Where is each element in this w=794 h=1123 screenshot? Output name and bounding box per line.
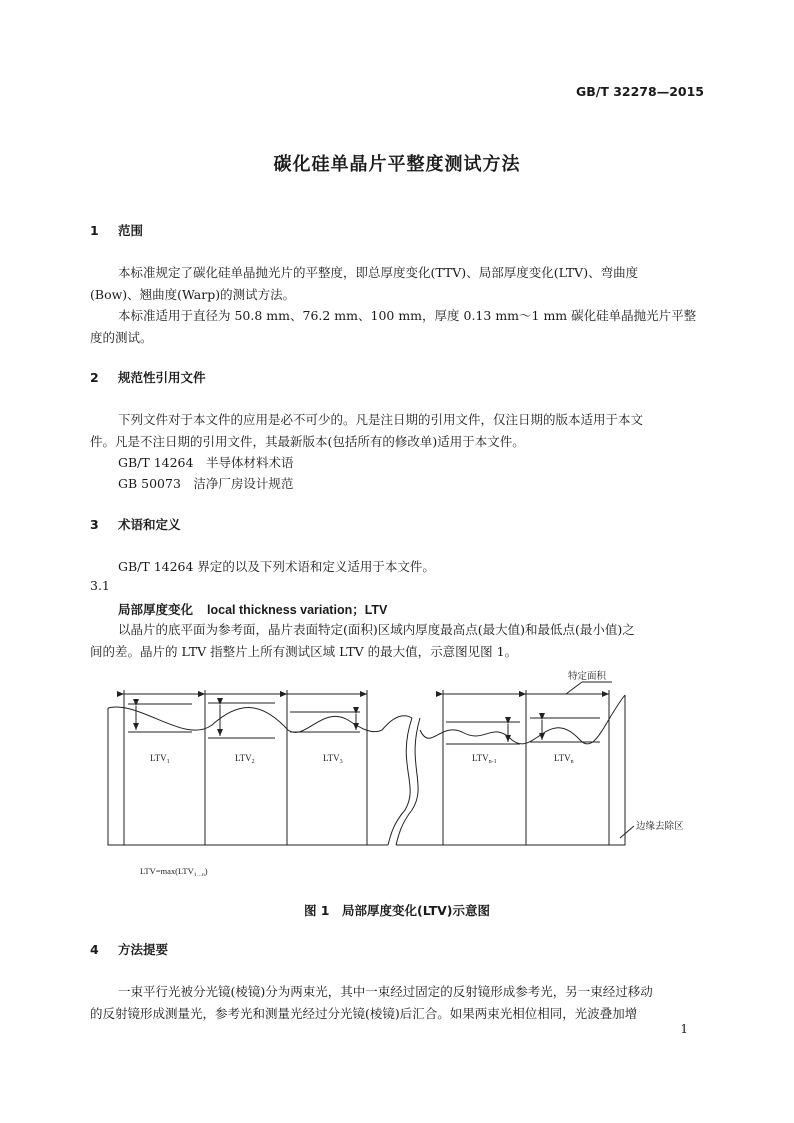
break-edge-left: [388, 718, 412, 845]
section-1-heading: [90, 221, 143, 239]
break-edge-right: [396, 718, 420, 845]
ltv-label: $LTV_n$: [554, 753, 574, 765]
term-name-en: local thickness variation；LTV: [207, 603, 388, 617]
section-number: 3: [90, 517, 99, 532]
section-3-heading: [90, 515, 181, 533]
section-title: 术语和定义: [118, 517, 181, 532]
paragraph-line: 一束平行光被分光镜(棱镜)分为两束光，其中一束经过固定的反射镜形成参考光，另一束经过移动: [118, 984, 653, 999]
ltv-label: $LTV_{n-1}$: [472, 753, 497, 765]
section-number: 1: [90, 223, 99, 238]
paragraph-line: 度的测试。: [90, 330, 153, 345]
section-number: 4: [90, 942, 99, 957]
leader-edge-exclusion: [620, 826, 634, 838]
paragraph-line: GB/T 14264 界定的以及下列术语和定义适用于本文件。: [118, 559, 435, 574]
term-definition-line: 以晶片的底平面为参考面，晶片表面特定(面积)区域内厚度最高点(最大值)和最低点(最小值)之: [118, 622, 635, 637]
section-title: 规范性引用文件: [118, 370, 206, 385]
section-title: 方法提要: [118, 942, 169, 957]
edge-exclusion-label: 边缘去除区: [636, 821, 684, 832]
ltv-label: $LTV_2$: [235, 753, 255, 765]
wafer-left-surface: [108, 707, 412, 732]
standard-number: GB/T 32278—2015: [575, 84, 704, 99]
paragraph-line: 件。凡是不注日期的引用文件，其最新版本(包括所有的修改单)适用于本文件。: [90, 434, 525, 449]
document-title: 碳化硅单晶片平整度测试方法: [273, 154, 521, 175]
ltv-figure: [0, 660, 794, 890]
term-name-cn: 局部厚度变化: [118, 602, 194, 617]
section-number: 2: [90, 370, 99, 385]
term-name: [118, 600, 387, 618]
paragraph-line: (Bow)、翘曲度(Warp)的测试方法。: [90, 287, 296, 302]
term-number: 3.1: [90, 578, 110, 593]
wafer-right-surface: [420, 695, 625, 744]
section-4-heading: [90, 940, 168, 958]
specific-area-label: 特定面积: [568, 671, 607, 682]
ltv-label: $LTV_1$: [150, 753, 170, 765]
paragraph-line: 本标准规定了碳化硅单晶抛光片的平整度，即总厚度变化(TTV)、局部厚度变化(LTV)、弯曲度: [118, 265, 639, 280]
leader-specific-area: [566, 682, 582, 694]
paragraph-line: 本标准适用于直径为 50.8 mm、76.2 mm、100 mm，厚度 0.13 mm～1 mm 碳化硅单晶抛光片平整: [118, 308, 697, 323]
section-title: 范围: [118, 223, 144, 238]
ltv-formula: $LTV=\max(LTV_{1\dots n})$: [140, 866, 208, 878]
paragraph-line: 下列文件对于本文件的应用是必不可少的。凡是注日期的引用文件，仅注日期的版本适用于本文: [118, 412, 644, 427]
paragraph-line: 的反射镜形成测量光，参考光和测量光经过分光镜(棱镜)后汇合。如果两束光相位相同，光波叠加增: [90, 1006, 638, 1021]
term-definition-line: 间的差。晶片的 LTV 指整片上所有测试区域 LTV 的最大值，示意图见图 1。: [90, 644, 518, 659]
ltv-label: $LTV_3$: [323, 753, 343, 765]
figure-caption: 图 1 局部厚度变化(LTV)示意图: [303, 903, 491, 918]
reference-entry: GB/T 14264 半导体材料术语: [118, 455, 294, 470]
wafer-left-section: [108, 708, 388, 845]
page-number: 1: [680, 1022, 688, 1036]
section-2-heading: [90, 368, 206, 386]
reference-entry: GB 50073 洁净厂房设计规范: [118, 476, 294, 491]
